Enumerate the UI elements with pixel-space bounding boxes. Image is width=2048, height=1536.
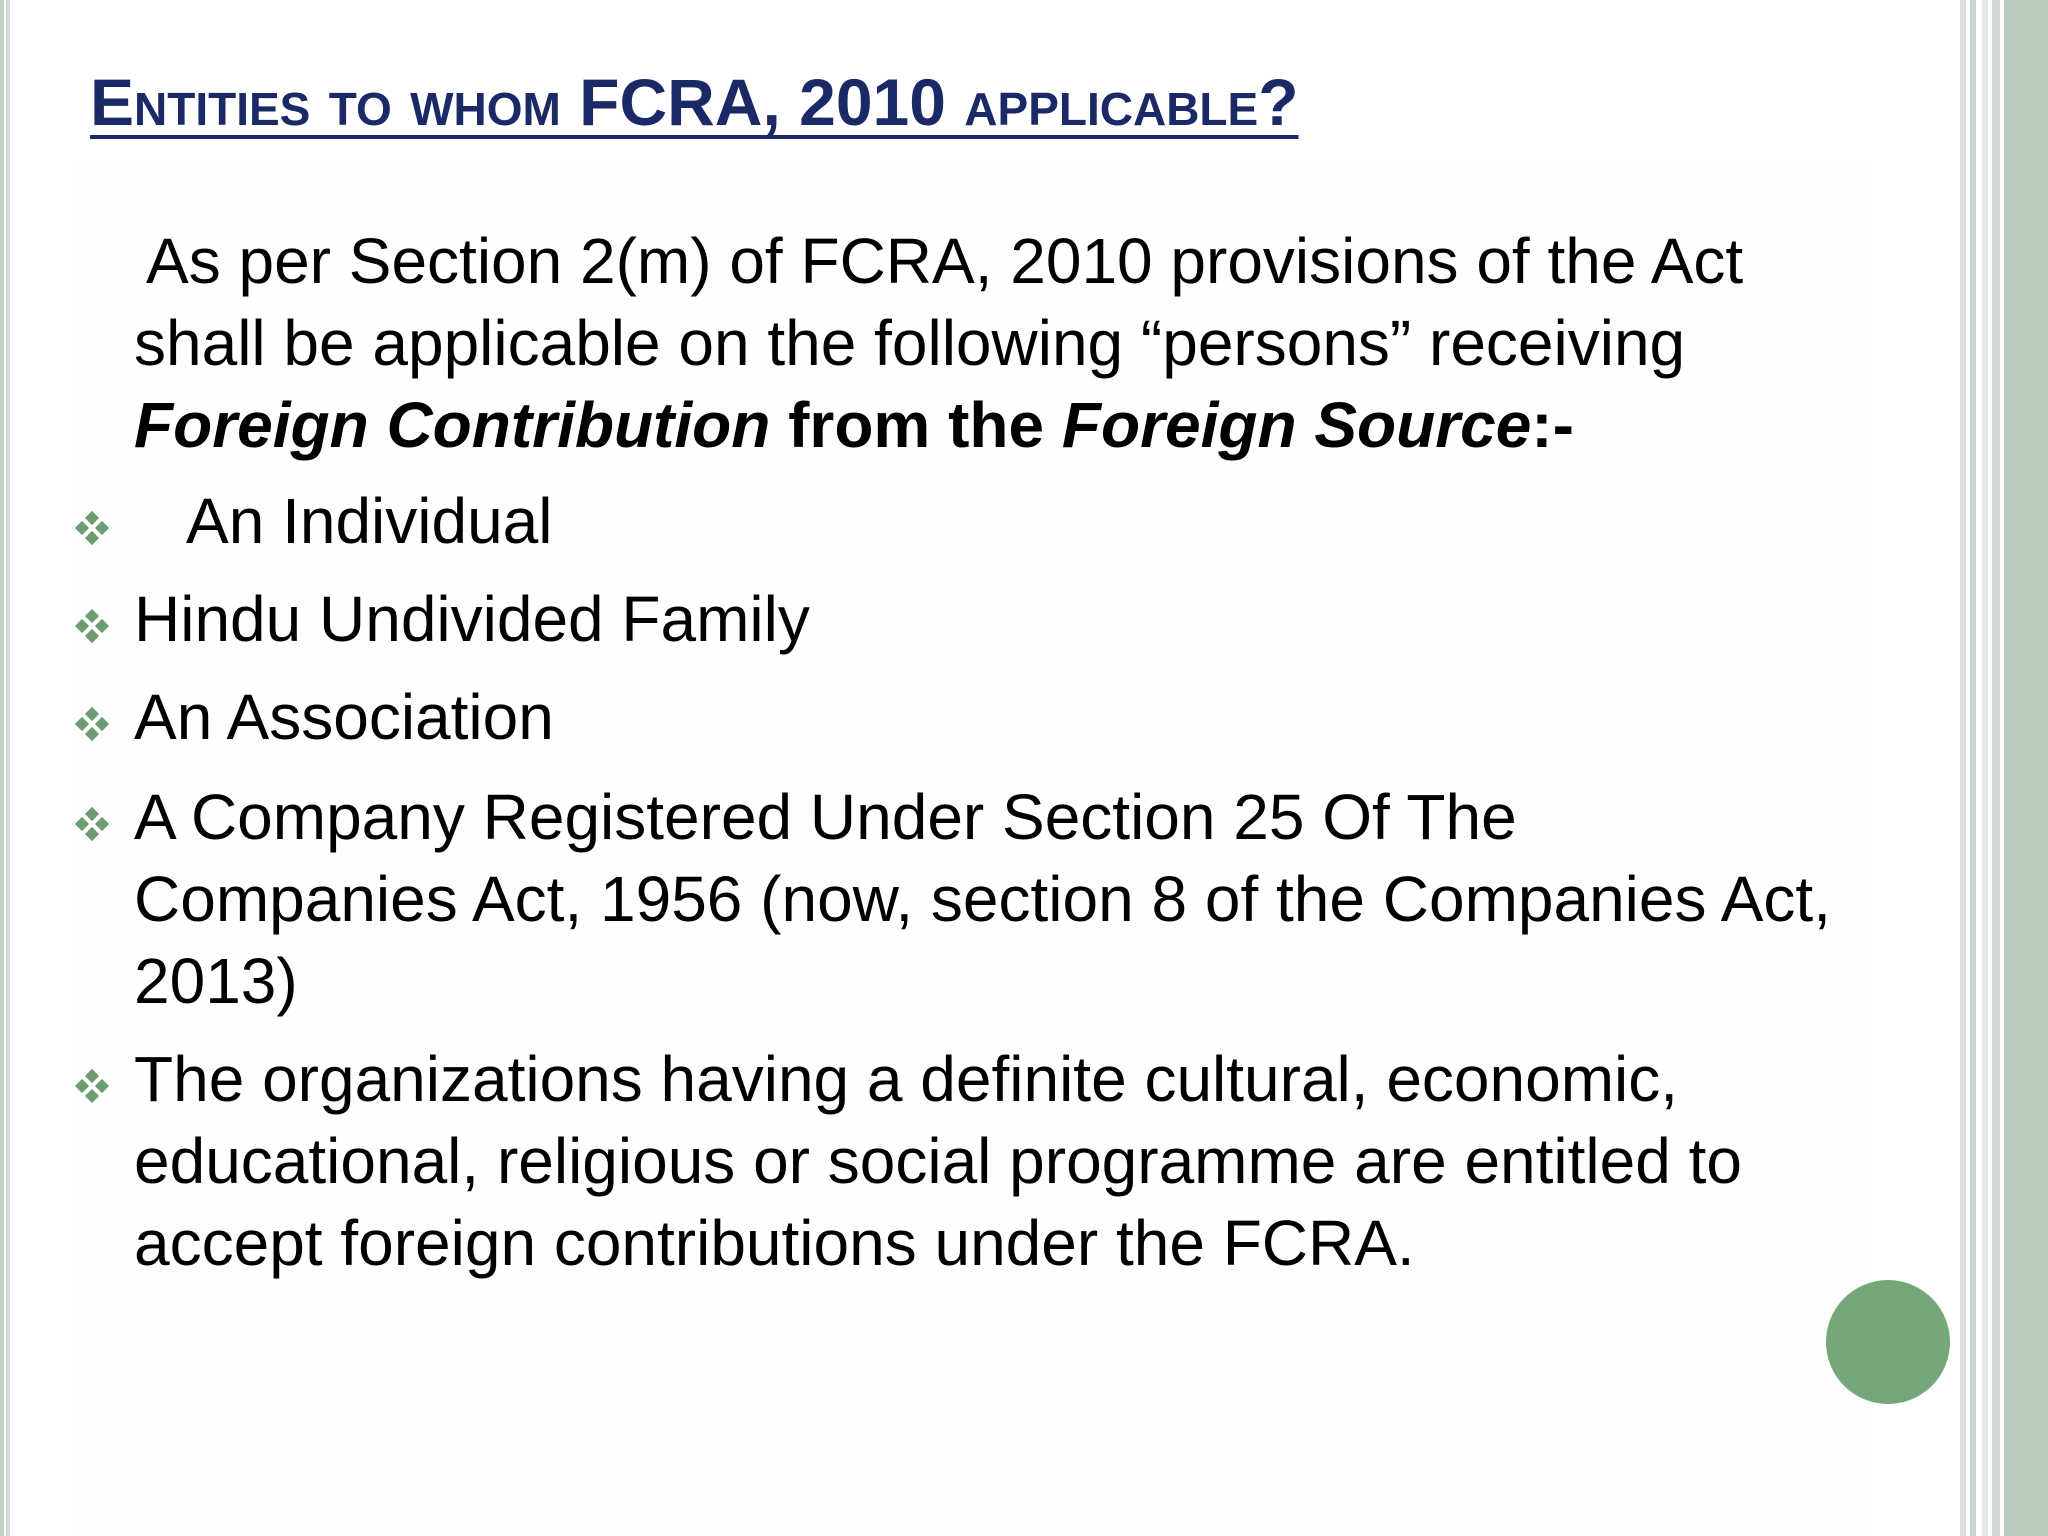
intro-suffix: :- <box>1531 389 1574 461</box>
bullet-text: A Company Registered Under Section 25 Of The Companies Act, 1956 (now, section 8 of the Companies Act, 2013) <box>134 781 1831 1017</box>
slide-title: Entities to whom FCRA, 2010 applicable? <box>90 65 1299 139</box>
diamond-cluster-bullet-icon <box>70 506 114 550</box>
intro-connector: from the <box>770 389 1062 461</box>
term-foreign-source: Foreign Source <box>1061 389 1532 461</box>
bullet-text: An Association <box>134 681 554 753</box>
term-foreign-contribution: Foreign Contribution <box>134 389 771 461</box>
diamond-cluster-bullet-icon <box>70 802 114 846</box>
bullet-text: Hindu Undivided Family <box>134 583 810 655</box>
intro-line-1: As per Section 2(m) of FCRA, 2010 provisions of the Act <box>146 225 1744 297</box>
diamond-cluster-bullet-icon <box>70 1064 114 1108</box>
bullet-text: An Individual <box>186 485 553 557</box>
diamond-cluster-bullet-icon <box>70 702 114 746</box>
bullet-text: The organizations having a definite cultural, economic, educational, religious or social programme are entitled to accept foreign contributions under the FCRA. <box>134 1043 1742 1279</box>
intro-line-2: shall be applicable on the following “persons” receiving <box>134 307 1686 379</box>
diamond-cluster-bullet-icon <box>70 604 114 648</box>
